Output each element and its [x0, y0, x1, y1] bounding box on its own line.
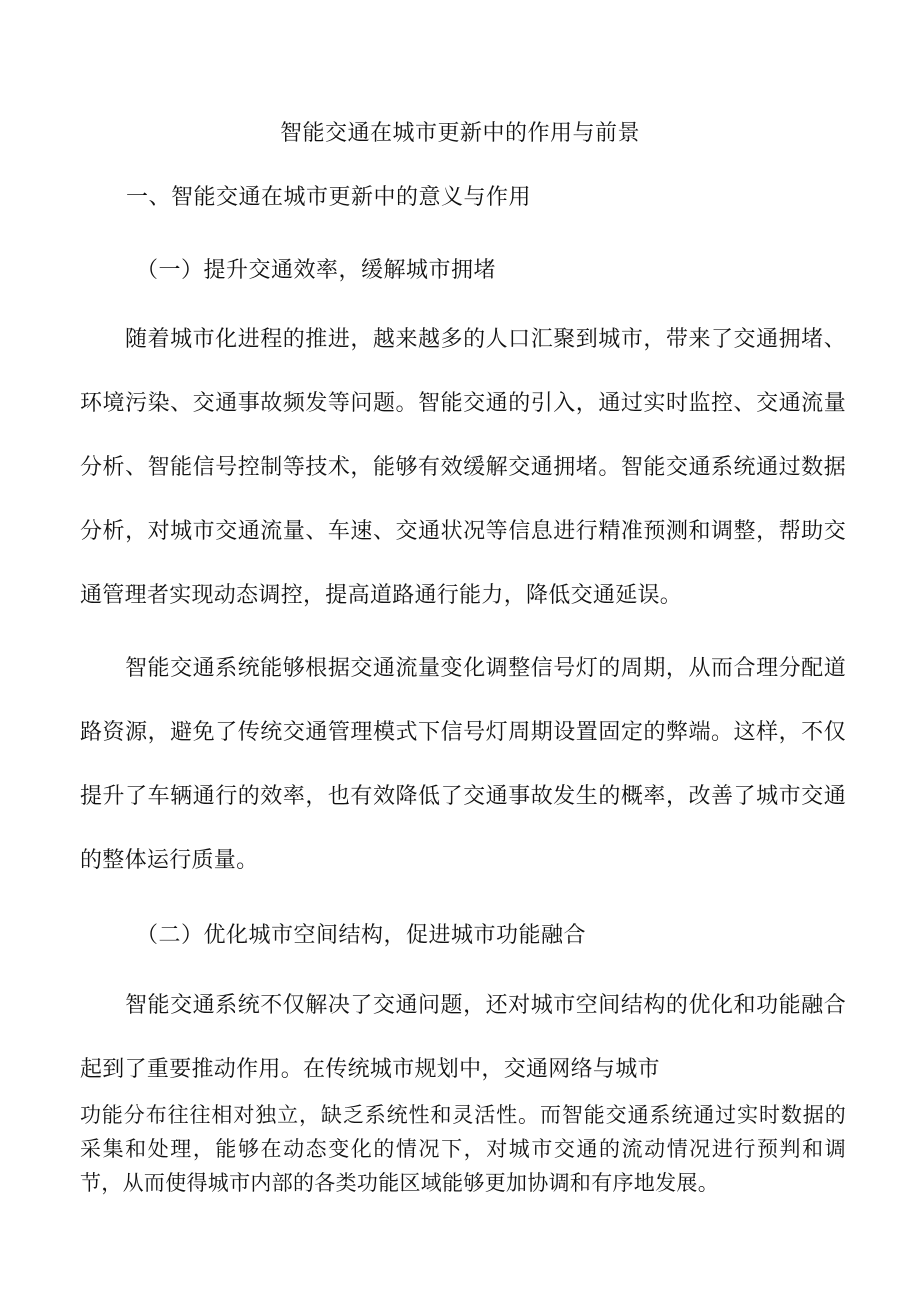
document-title: 智能交通在城市更新中的作用与前景 [279, 121, 640, 146]
paragraph-3: 智能交通系统不仅解决了交通问题，还对城市空间结构的优化和功能融合起到了重要推动作用。在传统城市规划中，交通网络与城市 [80, 993, 846, 1082]
paragraph-2: 智能交通系统能够根据交通流量变化调整信号灯的周期，从而合理分配道路资源，避免了传统交通管理模式下信号灯周期设置固定的弊端。这样，不仅提升了车辆通行的效率，也有效降低了交通事故发生的概率，改善了城市交通的整体运行质量。 [80, 656, 846, 873]
subsection-heading-2: （二）优化城市空间结构，促进城市功能融合 [136, 923, 587, 948]
section-heading-1: 一、智能交通在城市更新中的意义与作用 [126, 185, 532, 210]
subsection-heading-1: （一）提升交通效率，缓解城市拥堵 [136, 258, 497, 283]
paragraph-3-continuation: 功能分布往往相对独立，缺乏系统性和灵活性。而智能交通系统通过实时数据的采集和处理，能够在动态变化的情况下，对城市交通的流动情况进行预判和调节，从而使得城市内部的各类功能区域能够更加协调和有序地发展。 [80, 1103, 846, 1195]
paragraph-1: 随着城市化进程的推进，越来越多的人口汇聚到城市，带来了交通拥堵、环境污染、交通事故频发等问题。智能交通的引入，通过实时监控、交通流量分析、智能信号控制等技术，能够有效缓解交通拥堵。智能交通系统通过数据分析，对城市交通流量、车速、交通状况等信息进行精准预测和调整，帮助交通管理者实现动态调控，提高道路通行能力，降低交通延误。 [80, 327, 846, 608]
